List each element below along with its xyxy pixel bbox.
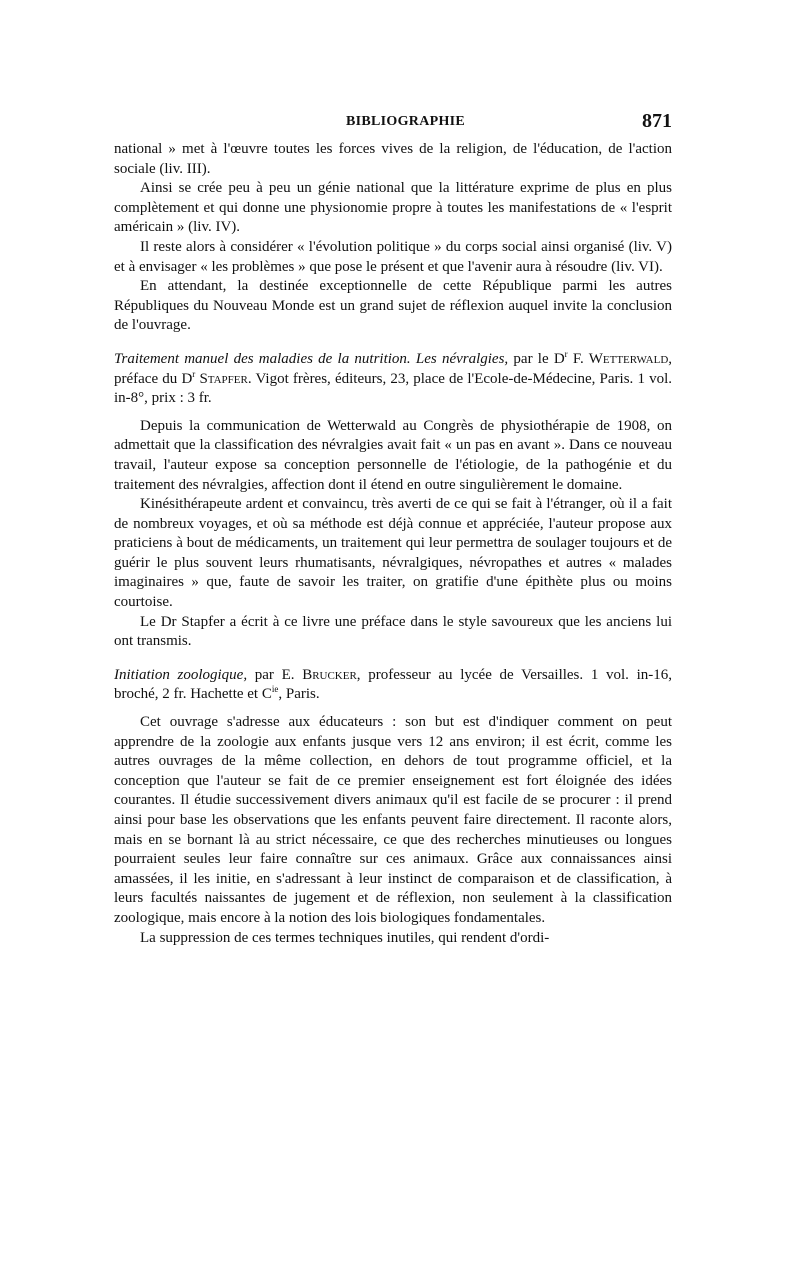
paragraph: Ainsi se crée peu à peu un génie national que la littérature exprime de plus en plus complètement et qui donne une physionomie propre à toutes les manifestations de « l'esprit américain » (liv. IV). (114, 180, 672, 236)
paragraph: national » met à l'œuvre toutes les forces vives de la religion, de l'éducation, de l'action sociale (liv. III). (114, 141, 672, 177)
paragraph: Kinésithérapeute ardent et convaincu, très averti de ce qui se fait à l'étranger, où il a fait de nombreux voyages, et où sa méthode est déjà connue et appréciée, l'auteur propose aux praticiens à bout de médicaments, un traitement qui leur permettra de soulager toujours et de guérir le plus souvent leurs rhumatisants, névralgiques, névropathes et autres « malades imaginaires » que, faute de savoir les traiter, on gratifie d'une épithète plus ou moins courtoise. (114, 496, 672, 611)
running-head (114, 110, 672, 140)
paragraph: En attendant, la destinée exceptionnelle de cette République parmi les autres Républiques du Nouveau Monde est un grand sujet de réflexion auquel invite la conclusion de l'ouvrage. (114, 278, 672, 334)
continuation-text (114, 140, 672, 336)
page (114, 110, 672, 948)
book-title: Initiation zoologique, (114, 666, 248, 683)
author-name: Brucker, (302, 666, 361, 683)
paragraph: Cet ouvrage s'adresse aux éducateurs : son but est d'indiquer comment on peut apprendre de la zoologie aux enfants jusque vers 12 ans environ; il est écrit, comme les autres ouvrages de la même collection, en dehors de tout programme officiel, et la conception que l'auteur se fait de ce premier enseignement est fort éloignée des idées courantes. Il étudie successivement divers animaux qu'il est facile de se procurer : il prend ainsi pour base les observations que les enfants peuvent faire directement. Il raconte alors, mais en se bornant là au strict nécessaire, ce que des recherches minutieuses ou longues pourraient seules leur faire connaître sur ces animaux. Grâce aux connaissances ainsi amassées, il les initie, en s'adressant à leur instinct de comparaison et de classification, à leurs facultés naissantes de jugement et de réflexion, non seulement à la classification zoologique, mais encore à la notion des lois biologiques fondamentales. (114, 714, 672, 926)
paragraph: Depuis la communication de Wetterwald au Congrès de physiothérapie de 1908, on admettait que la classification des névralgies avait fait « un pas en avant ». Dans ce nouveau travail, l'auteur expose sa conception personnelle de l'étiologie, de la pathogénie et du traitement des névralgies, affection dont il étend en outre singulièrement le domaine. (114, 417, 672, 493)
publisher-info: Vigot frères, éditeurs, 23, place de l'Ecole-de-Médecine, Paris. 1 vol. in-8°, prix : 3 fr. (114, 370, 673, 407)
review-heading: Traitement manuel des maladies de la nutrition. Les névralgies, par le $D^r$ F. Wetterwald, préface du $D^r$ Stapfer. Vigot frères, éditeurs, 23, place de l'Ecole-de-Médecine, Paris. 1 vol. in-8°, prix : 3 fr. (114, 348, 673, 407)
running-title: BIBLIOGRAPHIE (346, 114, 466, 129)
preface-author: Stapfer. (199, 370, 252, 387)
page-number: 871 (642, 110, 672, 132)
book-title: Traitement manuel des maladies de la nutrition. Les névralgies, (114, 350, 509, 367)
review-brucker (114, 666, 672, 948)
review-heading: Initiation zoologique, par E. Brucker, professeur au lycée de Versailles. 1 vol. in-16, broché, 2 fr. Hachette et $C^{ie}$, Paris. (114, 666, 672, 703)
publisher-info: professeur au lycée de Versailles. 1 vol. in-16, broché, 2 fr. Hachette et C (114, 666, 672, 703)
review-wetterwald (114, 350, 672, 652)
paragraph: Il reste alors à considérer « l'évolution politique » du corps social ainsi organisé (liv. V) et à envisager « les problèmes » que pose le présent et que l'avenir aura à résoudre (liv. VI). (114, 238, 672, 275)
author-name: F. Wetterwald, (572, 350, 673, 367)
by-text: par le (513, 350, 549, 367)
paragraph: La suppression de ces termes techniques inutiles, qui rendent d'ordi- (140, 929, 550, 946)
paragraph: Le Dr Stapfer a écrit à ce livre une préface dans le style savoureux que les anciens lui ont transmis. (114, 613, 672, 650)
